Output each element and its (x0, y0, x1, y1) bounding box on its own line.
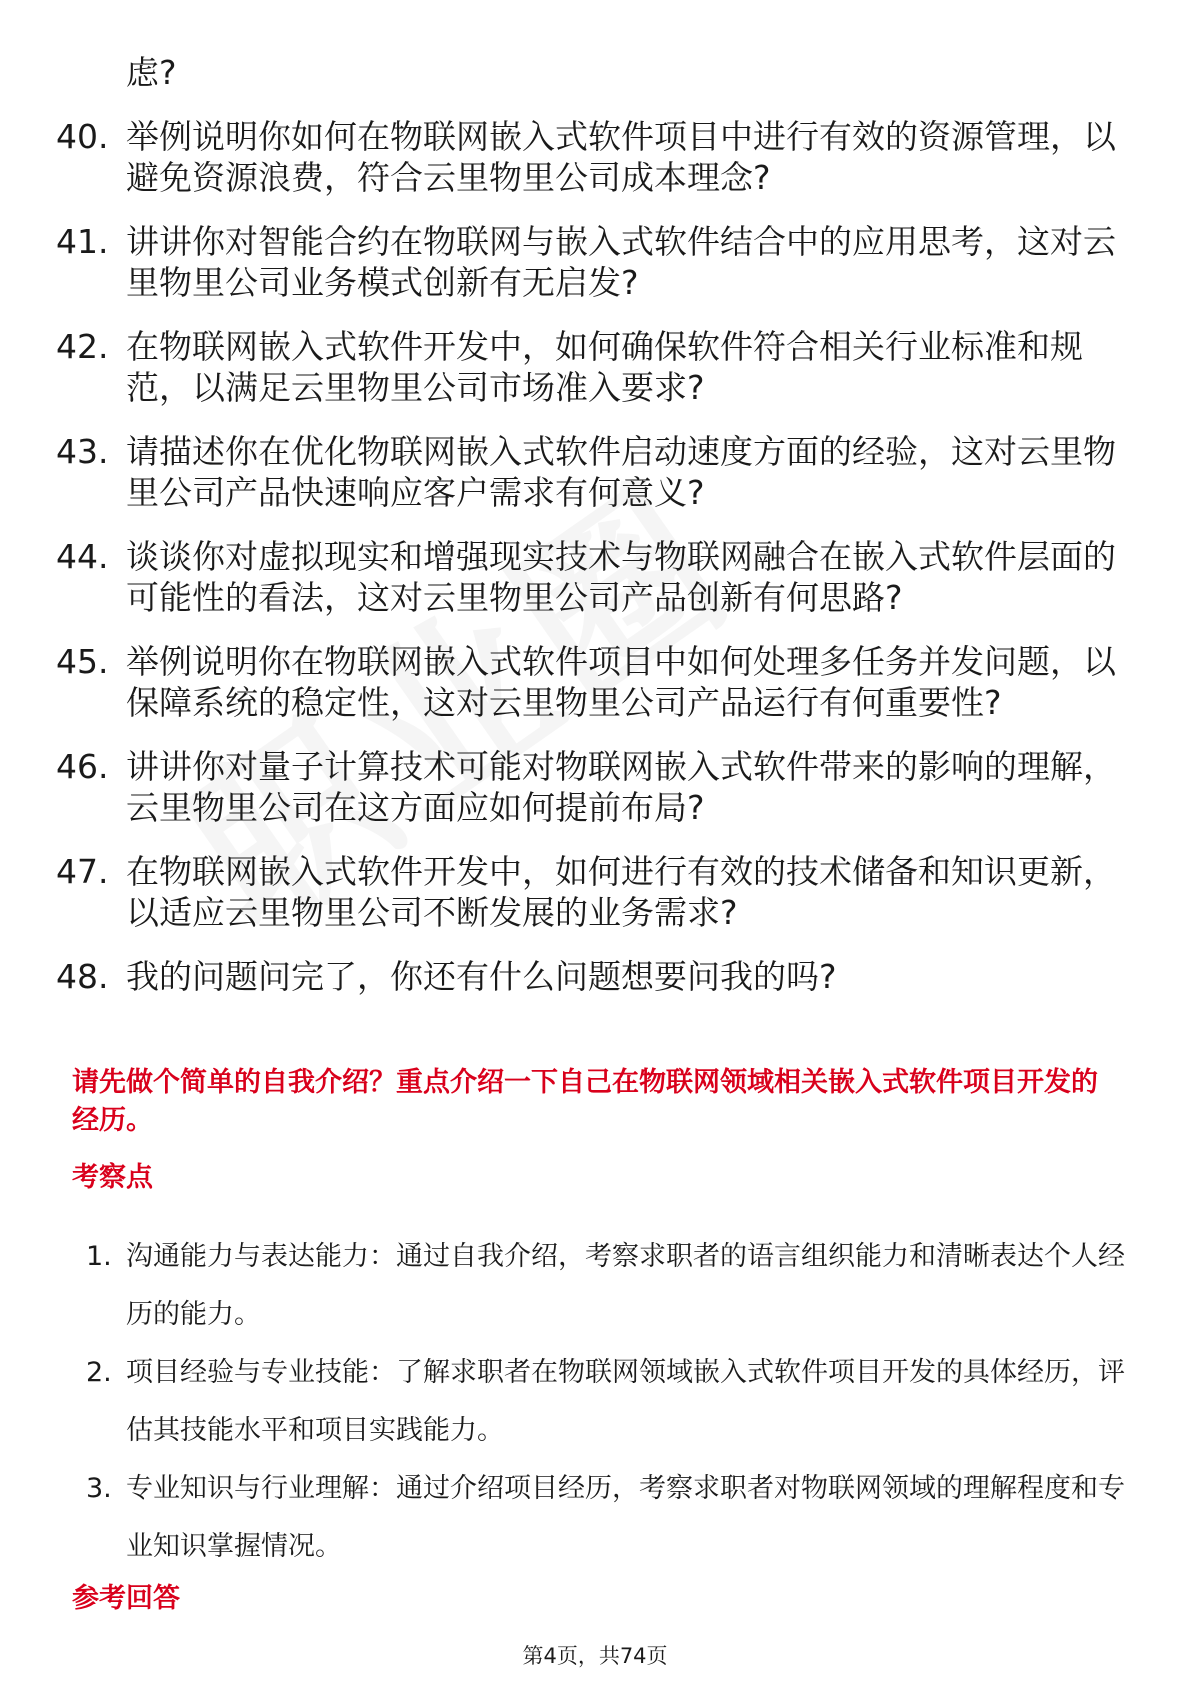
question-number: 46. (56, 747, 109, 786)
point-item (86, 1344, 1126, 1460)
question-text: 谈谈你对虚拟现实和增强现实技术与物联网融合在嵌入式软件层面的可能性的看法，这对云里物里公司产品创新有何思路? (126, 537, 1116, 617)
point-number: 2. (86, 1357, 112, 1388)
section-title-answer: 参考回答 (72, 1583, 180, 1614)
question-item (56, 851, 1116, 933)
question-text: 讲讲你对智能合约在物联网与嵌入式软件结合中的应用思考，这对云里物里公司业务模式创新有无启发? (126, 222, 1116, 302)
page-footer: 第4页，共74页 (522, 1644, 668, 1668)
question-text: 在物联网嵌入式软件开发中，如何进行有效的技术储备和知识更新，以适应云里物里公司不断发展的业务需求? (126, 852, 1116, 932)
question-text: 请描述你在优化物联网嵌入式软件启动速度方面的经验，这对云里物里公司产品快速响应客户需求有何意义? (126, 432, 1116, 512)
question-item (56, 431, 1116, 513)
question-number: 40. (56, 117, 109, 156)
question-item (56, 52, 1116, 93)
question-text: 讲讲你对量子计算技术可能对物联网嵌入式软件带来的影响的理解，云里物里公司在这方面应如何提前布局? (126, 747, 1116, 827)
question-number: 45. (56, 642, 109, 681)
question-item (56, 641, 1116, 723)
question-number: 41. (56, 222, 109, 261)
question-item (56, 116, 1116, 198)
point-number: 1. (86, 1241, 112, 1272)
question-number: 47. (56, 852, 109, 891)
highlight-question: 请先做个简单的自我介绍？重点介绍一下自己在物联网领域相关嵌入式软件项目开发的经历。 (72, 1067, 1098, 1136)
question-number: 42. (56, 327, 109, 366)
point-text: 专业知识与行业理解：通过介绍项目经历，考察求职者对物联网领域的理解程度和专业知识掌握情况。 (126, 1473, 1125, 1562)
point-text: 沟通能力与表达能力：通过自我介绍，考察求职者的语言组织能力和清晰表达个人经历的能力。 (126, 1241, 1125, 1330)
question-text: 举例说明你在物联网嵌入式软件项目中如何处理多任务并发问题，以保障系统的稳定性，这对云里物里公司产品运行有何重要性? (126, 642, 1116, 722)
question-list (56, 52, 1116, 1020)
point-text: 项目经验与专业技能：了解求职者在物联网领域嵌入式软件项目开发的具体经历，评估其技能水平和项目实践能力。 (126, 1357, 1125, 1446)
question-item (56, 956, 1116, 997)
question-text: 举例说明你如何在物联网嵌入式软件项目中进行有效的资源管理，以避免资源浪费，符合云里物里公司成本理念? (126, 117, 1116, 197)
point-item (86, 1228, 1126, 1344)
point-item (86, 1460, 1126, 1576)
section-title-points: 考察点 (72, 1162, 153, 1193)
point-number: 3. (86, 1473, 112, 1504)
question-text: 虑? (126, 53, 177, 92)
question-number: 43. (56, 432, 109, 471)
question-item (56, 326, 1116, 408)
question-text: 我的问题问完了，你还有什么问题想要问我的吗? (126, 957, 837, 996)
points-list (86, 1228, 1126, 1576)
question-text: 在物联网嵌入式软件开发中，如何确保软件符合相关行业标准和规范，以满足云里物里公司市场准入要求? (126, 327, 1083, 407)
question-number: 44. (56, 537, 109, 576)
question-item (56, 536, 1116, 618)
question-item (56, 746, 1116, 828)
question-item (56, 221, 1116, 303)
question-number: 48. (56, 957, 109, 996)
